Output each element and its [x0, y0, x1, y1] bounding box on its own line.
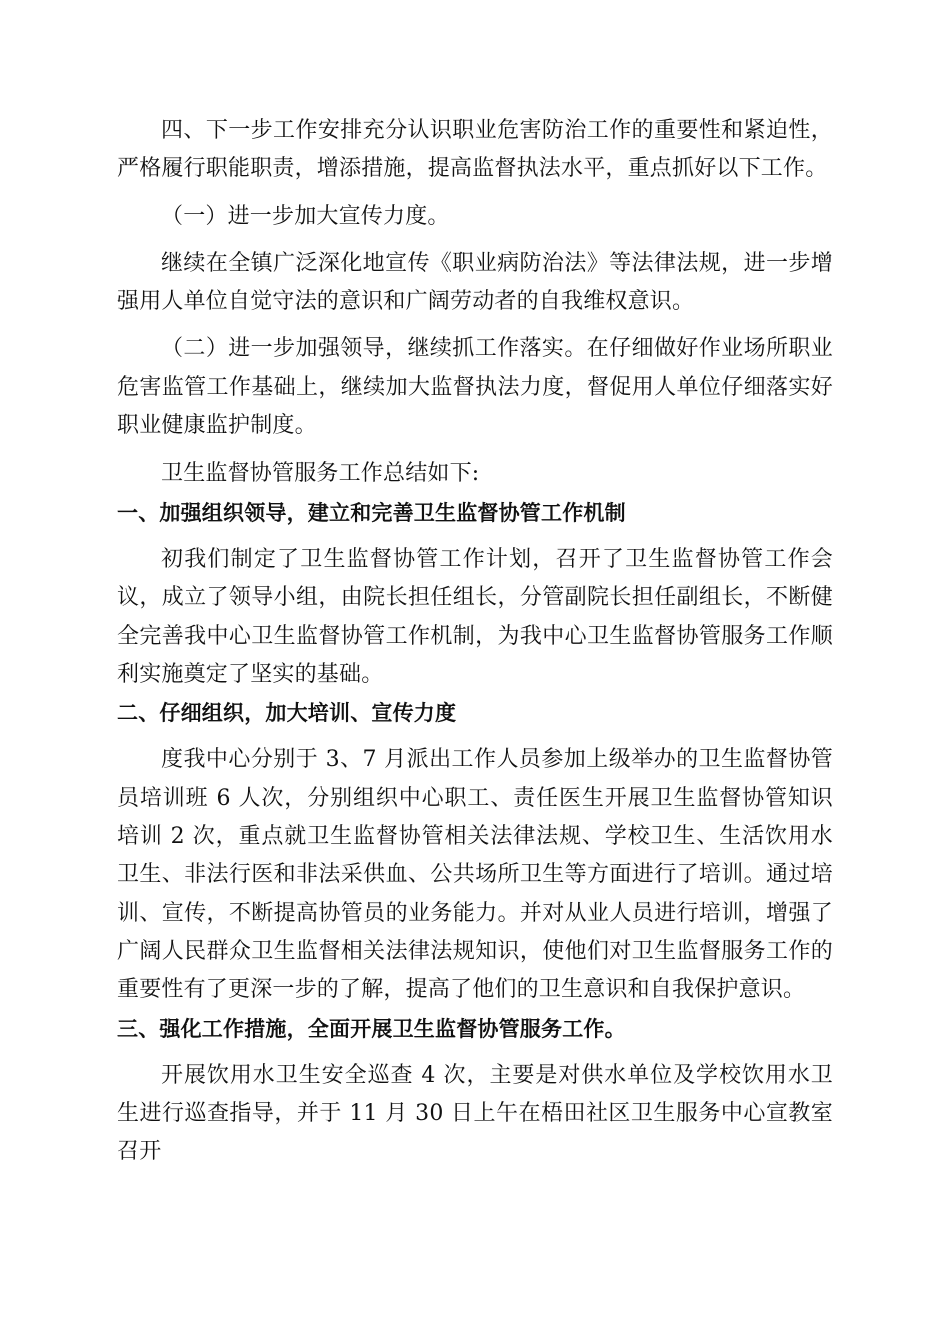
section-1-text: 初我们制定了卫生监督协管工作计划，召开了卫生监督协管工作会议，成立了领导小组，由院长担任组长，分管副院长担任副组长，不断健全完善我中心卫生监督协管工作机制，为我中心卫生监督协管服务工作顺利实施奠定了坚实的基础。 — [117, 546, 833, 687]
section-2-text: 度我中心分别于 3、7 月派出工作人员参加上级举办的卫生监督协管员培训班 6 人次，分别组织中心职工、责任医生开展卫生监督协管知识培训 2 次，重点就卫生监督协管相关法律法规、学校卫生、生活饮用水卫生、非法行医和非法采供血、公共场所卫生等方面进行了培训。通过培训、宣传，不断提高协管员的业务能力。并对从业人员进行培训，增强了广阔人民群众卫生监督相关法律法规知识，使他们对卫生监督服务工作的重要性有了更深一步的了解，提高了他们的卫生意识和自我保护意识。 — [117, 747, 833, 1003]
section-heading-3: 三、强化工作措施，全面开展卫生监督协管服务工作。 — [117, 1016, 626, 1041]
paragraph-summary-intro: 卫生监督协管服务工作总结如下: — [161, 461, 480, 487]
paragraph-item-2: （二）进一步加强领导，继续抓工作落实。在仔细做好作业场所职业危害监管工作基础上，继续加大监督执法力度，督促用人单位仔细落实好职业健康监护制度。 — [117, 336, 833, 439]
section-heading-1: 一、加强组织领导，建立和完善卫生监督协管工作机制 — [117, 500, 626, 525]
section-heading-2: 二、仔细组织，加大培训、宣传力度 — [117, 701, 457, 726]
section-3-text: 开展饮用水卫生安全巡查 4 次，主要是对供水单位及学校饮用水卫生进行巡查指导，并于 11 月 30 日上午在梧田社区卫生服务中心宣教室召开 — [117, 1062, 833, 1165]
paragraph-next-steps: 四、下一步工作安排充分认识职业危害防治工作的重要性和紧迫性，严格履行职能职责，增添措施，提高监督执法水平，重点抓好以下工作。 — [117, 118, 833, 182]
paragraph-item-1-text: 继续在全镇广泛深化地宣传《职业病防治法》等法律法规，进一步增强用人单位自觉守法的意识和广阔劳动者的自我维权意识。 — [117, 250, 833, 315]
document-page — [117, 112, 833, 1172]
paragraph-item-1: （一）进一步加大宣传力度。 — [161, 203, 450, 229]
